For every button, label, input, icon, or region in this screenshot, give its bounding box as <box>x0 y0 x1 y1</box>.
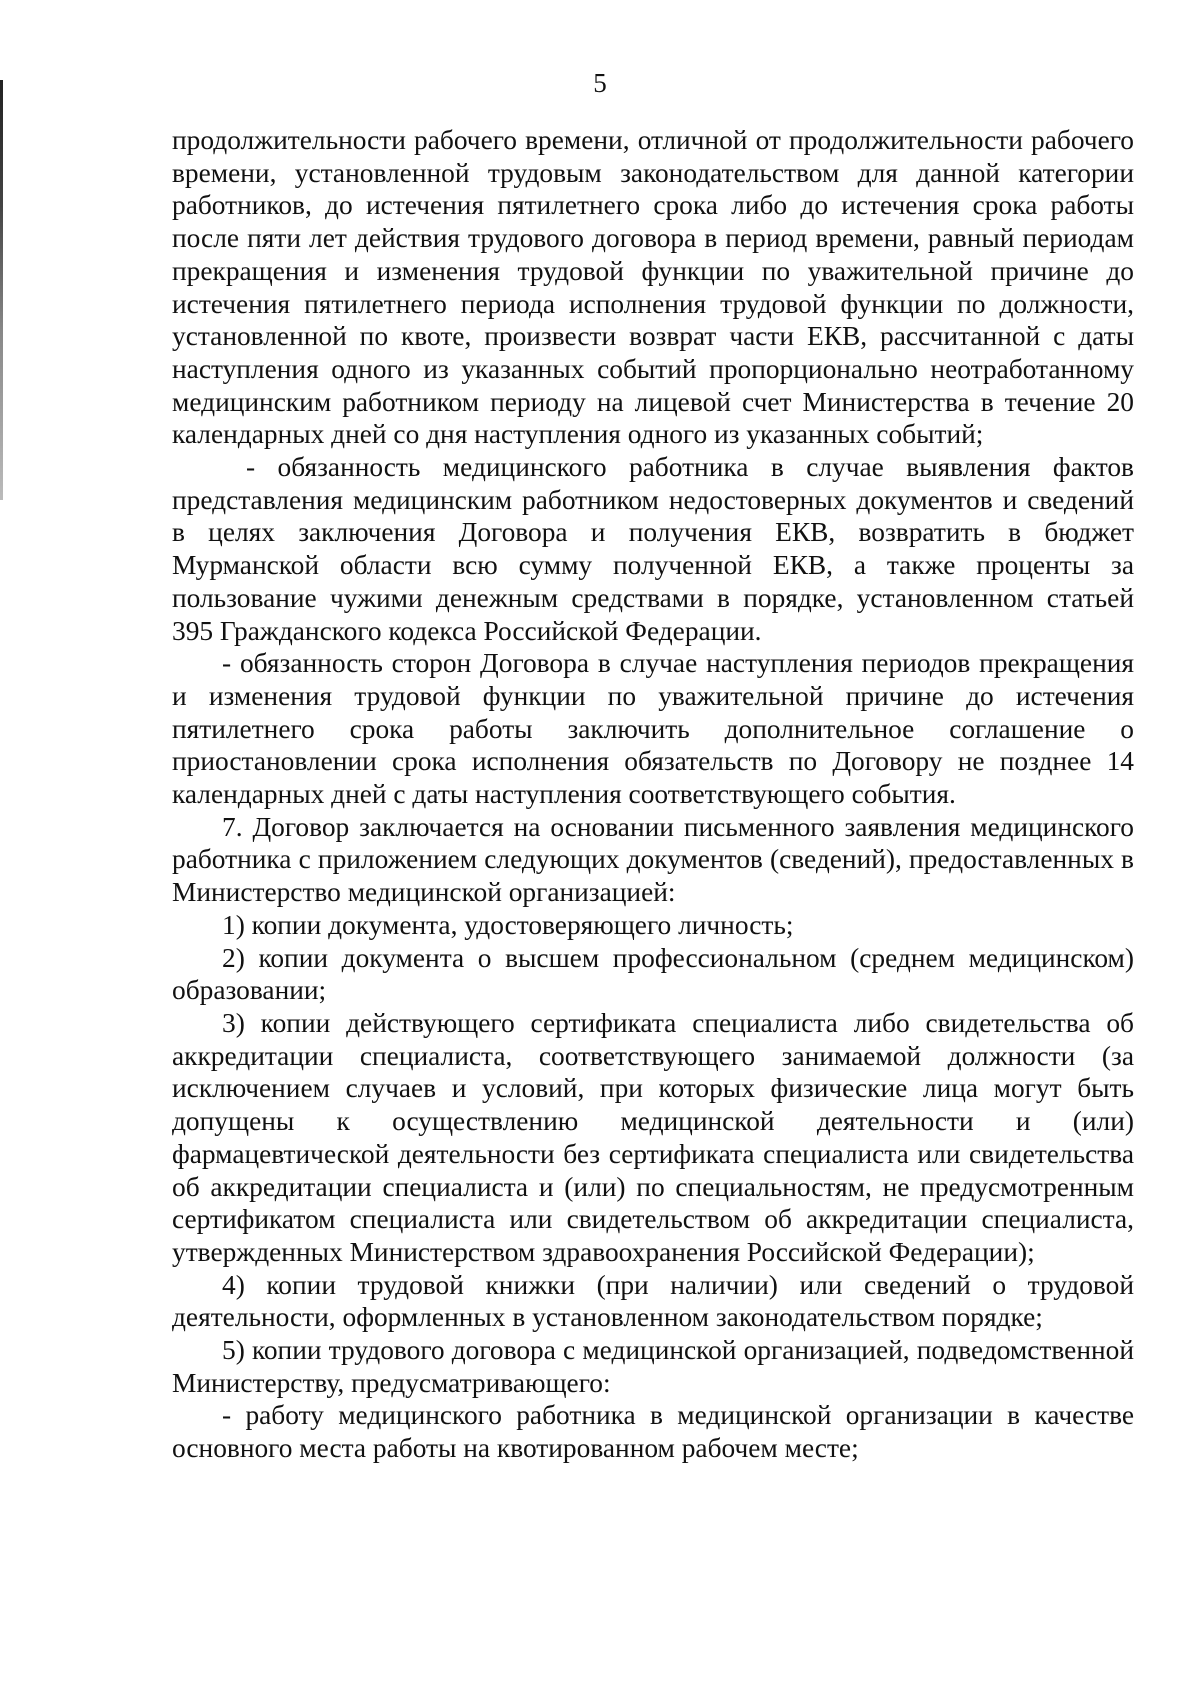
paragraph-item-7: 7. Договор заключается на основании письменного заявления медицинского работника с приложением следующих документов (сведений), предоставленных в Министерство медицинской организацией: <box>172 811 1134 908</box>
document-body <box>172 124 1134 1465</box>
list-subitem-work: - работу медицинского работника в медицинской организации в качестве основного места работы на квотированном рабочем месте; <box>172 1400 1134 1464</box>
paragraph-obligation-parties: - обязанность сторон Договора в случае наступления периодов прекращения и изменения трудовой функции по уважительной причине до истечения пятилетнего срока работы заключить дополнительное соглашение о приостановлении срока исполнения обязательств по Договору не позднее 14 календарных дней с даты наступления соответствующего события. <box>172 648 1134 810</box>
list-item-3: 3) копии действующего сертификата специалиста либо свидетельства об аккредитации специалиста, соответствующего занимаемой должности (за исключением случаев и условий, при которых физические лица могут быть допущены к осуществлению медицинской деятельности и (или) фармацевтической деятельности без сертификата специалиста или свидетельства об аккредитации специалиста и (или) по специальностям, не предусмотренным сертификатом специалиста или свидетельством об аккредитации специалиста, утвержденных Министерством здравоохранения Российской Федерации); <box>172 1007 1134 1267</box>
paragraph-obligation-worker: - обязанность медицинского работника в случае выявления фактов представления медицинским работником недостоверных документов и сведений в целях заключения Договора и получения ЕКВ, возвратить в бюджет Мурманской области всю сумму полученной ЕКВ, а также проценты за пользование чужими денежным средствами в порядке, установленном статьей 395 Гражданского кодекса Российской Федерации. <box>172 452 1134 646</box>
list-item-4: 4) копии трудовой книжки (при наличии) или сведений о трудовой деятельности, оформленных в установленном законодательством порядке; <box>172 1269 1134 1333</box>
page-number: 5 <box>593 68 607 98</box>
list-item-5: 5) копии трудового договора с медицинской организацией, подведомственной Министерству, предусматривающего: <box>172 1335 1134 1398</box>
list-item-2: 2) копии документа о высшем профессиональном (среднем медицинском) образовании; <box>172 942 1134 1006</box>
list-item-1: 1) копии документа, удостоверяющего личность; <box>222 909 794 940</box>
paragraph-continuation: продолжительности рабочего времени, отличной от продолжительности рабочего времени, установленной трудовым законодательством для данной категории работников, до истечения пятилетнего срока либо до истечения срока работы после пяти лет действия трудового договора в период времени, равный периодам прекращения и изменения трудовой функции по уважительной причине до истечения пятилетнего периода исполнения трудовой функции по должности, установленной по квоте, произвести возврат части ЕКВ, рассчитанной с даты наступления одного из указанных событий пропорционально неотработанному медицинским работником периоду на лицевой счет Министерства в течение 20 календарных дней со дня наступления одного из указанных событий; <box>172 125 1134 450</box>
scan-edge-mark <box>0 80 3 500</box>
